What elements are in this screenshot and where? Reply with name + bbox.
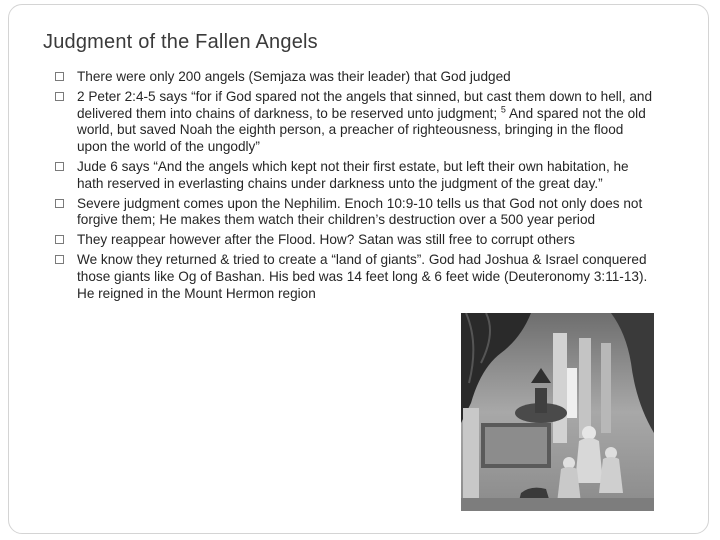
- square-bullet-icon: [55, 162, 64, 171]
- bullet-list: [55, 69, 655, 305]
- bullet-text: Jude 6 says “And the angels which kept not their first estate, but left their own habitation, he hath reserved in everlasting chains under darkness unto the judgment of the great day.”: [77, 158, 629, 191]
- square-bullet-icon: [55, 199, 64, 208]
- verse-number: 5: [500, 104, 506, 115]
- bullet-text-continued: And spared not the old world, but saved Noah the eighth person, a preacher of righteousness, bringing in the flood upon the world of the ungodly”: [77, 105, 646, 155]
- square-bullet-icon: [55, 255, 64, 264]
- bullet-text: There were only 200 angels (Semjaza was their leader) that God judged: [77, 69, 511, 84]
- temple-scene-illustration: [461, 313, 654, 511]
- bullet-item: [55, 89, 655, 156]
- bullet-item: [55, 69, 655, 86]
- bullet-text: They reappear however after the Flood. How? Satan was still free to corrupt others: [77, 232, 575, 248]
- slide-title: Judgment of the Fallen Angels: [43, 31, 318, 53]
- square-bullet-icon: [55, 72, 64, 81]
- bullet-item: [55, 159, 655, 193]
- bullet-item: [55, 232, 655, 249]
- square-bullet-icon: [55, 235, 64, 244]
- bullet-item: [55, 196, 655, 230]
- engraving-image: [461, 313, 654, 511]
- bullet-item: [55, 252, 655, 302]
- square-bullet-icon: [55, 92, 64, 101]
- bullet-text: Severe judgment comes upon the Nephilim. Enoch 10:9-10 tells us that God not only does not forgive them; He makes them watch their children’s destruction over a 500 year period: [77, 195, 643, 228]
- bullet-text: We know they returned & tried to create a “land of giants”. God had Joshua & Israel conquered those giants like Og of Bashan. His bed was 14 feet long & 6 feet wide (Deuteronomy 3:11-13). He reigned in the Mount Hermon region: [77, 251, 648, 301]
- bullet-text: 2 Peter 2:4-5 says “for if God spared not the angels that sinned, but cast them down to hell, and delivered them into chains of darkness, to be reserved unto judgment;: [77, 88, 653, 121]
